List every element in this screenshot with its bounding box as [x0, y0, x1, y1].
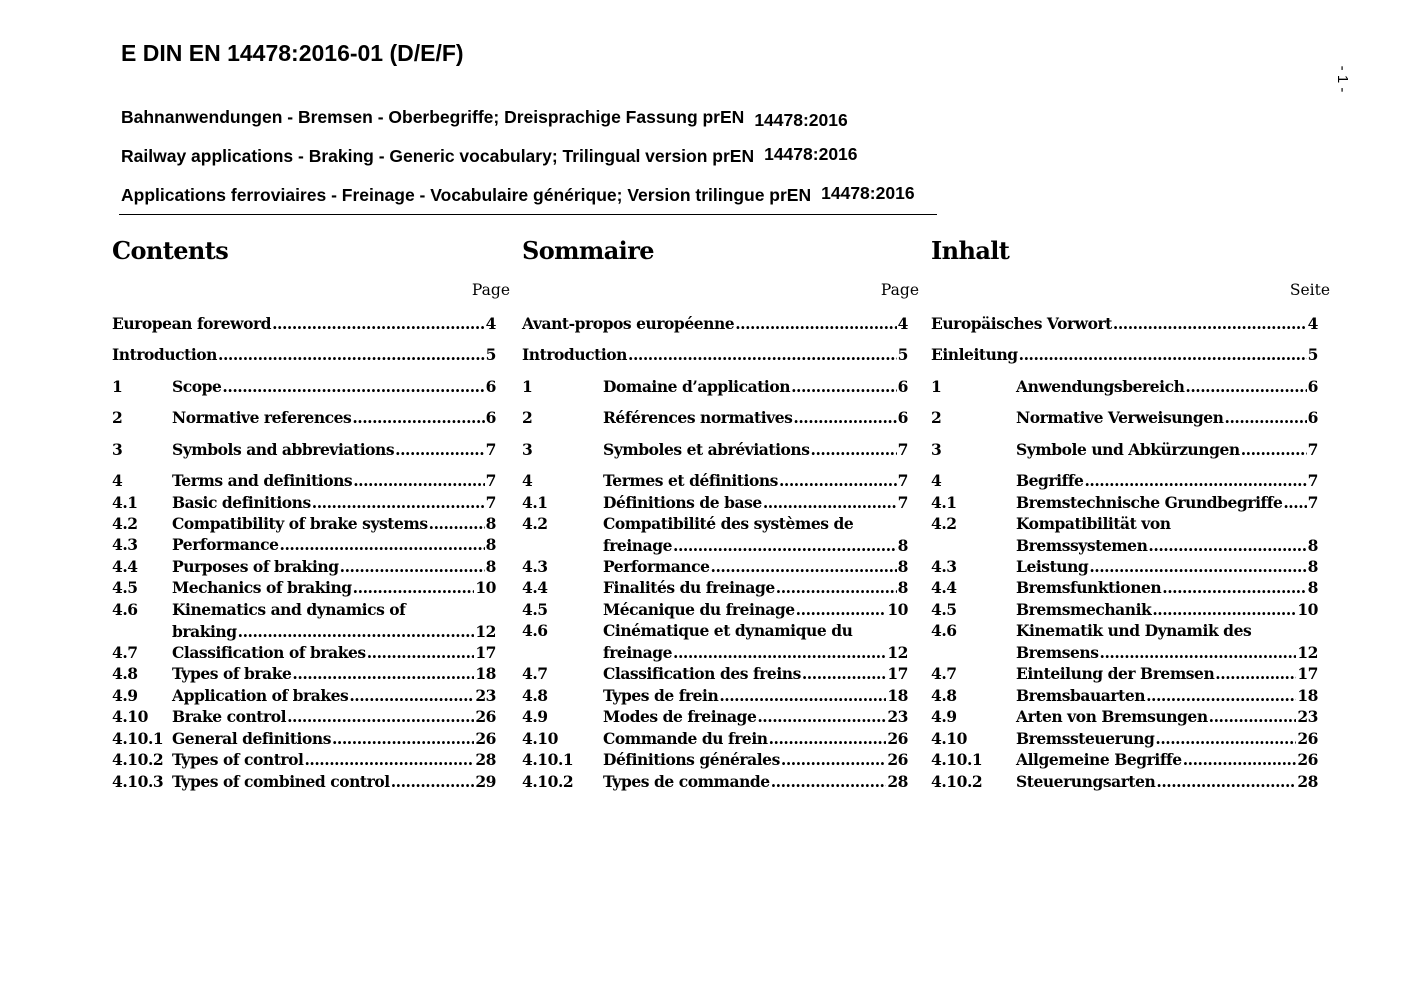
- entry-title: Types de commande: [603, 772, 770, 791]
- entry-title: Einleitung: [931, 345, 1018, 364]
- section-number: 4.3: [522, 557, 548, 576]
- entry-title: General definitions: [172, 729, 331, 748]
- page-reference: 7: [897, 440, 908, 459]
- section-number: 4.1: [112, 493, 138, 512]
- page-column-label: Page: [880, 281, 919, 299]
- toc-entry[interactable]: [931, 439, 1318, 461]
- entry-title-line: Kompatibilität von: [1016, 514, 1171, 533]
- section-number: 4.7: [931, 664, 957, 683]
- section-number: 4.1: [931, 493, 957, 512]
- entry-title: Basic definitions: [172, 493, 311, 512]
- toc-entry[interactable]: [112, 376, 496, 398]
- entry-title: Symbols and abbreviations: [172, 440, 395, 459]
- section-number: 3: [931, 440, 942, 459]
- toc-entry[interactable]: [931, 577, 1318, 599]
- toc-entry[interactable]: [112, 344, 496, 366]
- page-reference: 4: [1307, 314, 1318, 333]
- entry-title: Bremsbauarten: [1016, 686, 1146, 705]
- dot-leader: [1155, 728, 1296, 750]
- entry-title: Normative Verweisungen: [1016, 408, 1224, 427]
- entry-title: Purposes of braking: [172, 557, 339, 576]
- dot-leader: [771, 771, 887, 793]
- section-number: 4.3: [112, 535, 138, 554]
- dot-leader: [1100, 642, 1297, 664]
- toc-entry[interactable]: [931, 771, 1318, 793]
- dot-leader: [757, 706, 886, 728]
- dot-leader: [238, 621, 475, 643]
- toc-entry[interactable]: [522, 771, 908, 793]
- dot-leader: [673, 535, 897, 557]
- entry-title: Allgemeine Begriffe: [1016, 750, 1182, 769]
- page-reference: 6: [897, 408, 908, 427]
- section-number: 1: [931, 377, 942, 396]
- page-reference: 26: [1297, 729, 1318, 748]
- entry-title: Europäisches Vorwort: [931, 314, 1112, 333]
- section-number: 4.3: [931, 557, 957, 576]
- dot-leader: [218, 344, 485, 366]
- section-number: 4.10.1: [112, 729, 164, 748]
- entry-title-line: Cinématique et dynamique du: [603, 621, 853, 640]
- toc-entry[interactable]: [112, 771, 496, 793]
- section-number: 4: [112, 471, 123, 490]
- page-reference: 10: [475, 578, 496, 597]
- page-reference: 8: [897, 535, 908, 555]
- dot-leader: [1183, 749, 1297, 771]
- section-number: 4.1: [522, 493, 548, 512]
- entry-title: Performance: [603, 557, 710, 576]
- page-column-label: Seite: [1289, 281, 1330, 299]
- dot-leader: [353, 577, 475, 599]
- page-reference: 7: [1307, 471, 1318, 490]
- page-number: - 1 -: [1334, 65, 1351, 93]
- toc-entry[interactable]: [931, 407, 1318, 429]
- page-reference: 7: [1307, 440, 1318, 459]
- section-number: 3: [112, 440, 123, 459]
- entry-title: Bremsens: [1016, 642, 1099, 662]
- page-reference: 26: [475, 729, 496, 748]
- section-number: 4.6: [112, 600, 138, 619]
- entry-title: Leistung: [1016, 557, 1089, 576]
- entry-title: Domaine d’application: [603, 377, 791, 396]
- toc-entry[interactable]: [931, 749, 1318, 771]
- toc-entry[interactable]: [522, 599, 908, 621]
- dot-leader: [719, 685, 886, 707]
- entry-title: Begriffe: [1016, 471, 1084, 490]
- dot-leader: [1225, 407, 1307, 429]
- page-reference: 26: [887, 750, 908, 769]
- dot-leader: [791, 376, 897, 398]
- toc-entry[interactable]: [931, 620, 1318, 663]
- toc-entry[interactable]: [112, 470, 496, 492]
- dot-leader: [1241, 439, 1307, 461]
- entry-title: Brake control: [172, 707, 287, 726]
- toc-entry[interactable]: [522, 556, 908, 578]
- toc-entry[interactable]: [112, 513, 496, 535]
- dot-leader: [349, 685, 474, 707]
- entry-title: Arten von Bremsungen: [1016, 707, 1208, 726]
- toc-entry[interactable]: [931, 728, 1318, 750]
- toc-entry[interactable]: [112, 534, 496, 556]
- entry-title: Mechanics of braking: [172, 578, 352, 597]
- section-number: 1: [112, 377, 123, 396]
- section-number: 4.9: [522, 707, 548, 726]
- toc-entry[interactable]: [522, 513, 908, 556]
- dot-leader: [352, 407, 484, 429]
- dot-leader: [287, 706, 474, 728]
- page-reference: 12: [1297, 642, 1318, 662]
- section-number: 2: [522, 408, 533, 427]
- entry-title: European foreword: [112, 314, 272, 333]
- page-reference: 29: [475, 772, 496, 791]
- dot-leader: [628, 344, 897, 366]
- section-number: 4.8: [522, 686, 548, 705]
- dot-leader: [1209, 706, 1297, 728]
- toc-entry[interactable]: [931, 492, 1318, 514]
- dot-leader: [1185, 376, 1306, 398]
- page-reference: 8: [1307, 535, 1318, 555]
- section-number: 2: [112, 408, 123, 427]
- toc-entry[interactable]: [112, 599, 496, 642]
- page-reference: 7: [897, 493, 908, 512]
- dot-leader: [429, 513, 485, 535]
- page-reference: 10: [887, 600, 908, 619]
- subtitle-french: [121, 185, 915, 206]
- entry-title-line: Compatibilité des systèmes de: [603, 514, 854, 533]
- page-reference: 6: [485, 408, 496, 427]
- dot-leader: [222, 376, 484, 398]
- entry-title: Définitions de base: [603, 493, 762, 512]
- dot-leader: [769, 728, 887, 750]
- toc-entry[interactable]: [112, 407, 496, 429]
- header-divider: [119, 214, 937, 215]
- dot-leader: [1019, 344, 1307, 366]
- toc-entry[interactable]: [931, 685, 1318, 707]
- page-reference: 28: [475, 750, 496, 769]
- subtitle-german: [121, 107, 848, 128]
- page-reference: 6: [485, 377, 496, 396]
- entry-title: Application of brakes: [172, 686, 349, 705]
- page-reference: 7: [485, 440, 496, 459]
- section-number: 4: [522, 471, 533, 490]
- dot-leader: [1089, 556, 1306, 578]
- entry-title: Types de frein: [603, 686, 719, 705]
- page-reference: 8: [485, 557, 496, 576]
- toc-entry[interactable]: [931, 470, 1318, 492]
- entry-title: Termes et définitions: [603, 471, 778, 490]
- section-number: 4.6: [931, 621, 957, 640]
- entry-title: Normative references: [172, 408, 352, 427]
- toc-entry[interactable]: [931, 556, 1318, 578]
- section-number: 4.7: [112, 643, 138, 662]
- toc-entry[interactable]: [112, 313, 496, 335]
- section-number: 4.10.2: [522, 772, 574, 791]
- toc-entry[interactable]: [522, 728, 908, 750]
- entry-title: Bremssteuerung: [1016, 729, 1155, 748]
- dot-leader: [1113, 313, 1307, 335]
- toc-entry[interactable]: [522, 492, 908, 514]
- entry-title: Steuerungsarten: [1016, 772, 1156, 791]
- entry-title: freinage: [603, 642, 672, 662]
- entry-title: Bremstechnische Grundbegriffe: [1016, 493, 1283, 512]
- toc-entry[interactable]: [112, 642, 496, 664]
- toc-entry[interactable]: [112, 439, 496, 461]
- subtitle-number: 14478:2016: [764, 144, 858, 164]
- toc-entry[interactable]: [931, 513, 1318, 556]
- section-number: 4.8: [931, 686, 957, 705]
- section-number: 4.5: [931, 600, 957, 619]
- subtitle-text: Bahnanwendungen - Bremsen - Oberbegriffe; Dreisprachige Fassung prEN: [121, 107, 745, 127]
- page-column-label: Page: [471, 281, 510, 299]
- section-number: 4.10.2: [112, 750, 164, 769]
- section-number: 4.10.3: [112, 772, 164, 791]
- dot-leader: [304, 749, 474, 771]
- entry-title: Mécanique du freinage: [603, 600, 795, 619]
- dot-leader: [1162, 577, 1306, 599]
- section-number: 4.4: [522, 578, 548, 597]
- page-reference: 28: [887, 772, 908, 791]
- toc-entry[interactable]: [522, 407, 908, 429]
- entry-title: Symbole und Abkürzungen: [1016, 440, 1240, 459]
- subtitle-text: Applications ferroviaires - Freinage - Vocabulaire générique; Version trilingue prEN: [121, 185, 812, 205]
- entry-title: Bremssystemen: [1016, 535, 1148, 555]
- section-number: 4.6: [522, 621, 548, 640]
- dot-leader: [793, 407, 896, 429]
- page-reference: 4: [897, 314, 908, 333]
- toc-entry[interactable]: [931, 663, 1318, 685]
- dot-leader: [796, 599, 887, 621]
- page-reference: 12: [887, 642, 908, 662]
- dot-leader: [673, 642, 886, 664]
- entry-title: Introduction: [522, 345, 627, 364]
- toc-entry[interactable]: [522, 313, 908, 335]
- dot-leader: [1152, 599, 1296, 621]
- entry-title: Types of control: [172, 750, 304, 769]
- section-number: 4.10.2: [931, 772, 983, 791]
- entry-title: Symboles et abréviations: [603, 440, 810, 459]
- dot-leader: [1084, 470, 1306, 492]
- entry-title: Types of combined control: [172, 772, 390, 791]
- toc-entry[interactable]: [112, 492, 496, 514]
- entry-title: Types of brake: [172, 664, 292, 683]
- entry-title: Introduction: [112, 345, 217, 364]
- page-reference: 6: [897, 377, 908, 396]
- page-reference: 5: [485, 345, 496, 364]
- toc-entry[interactable]: [931, 313, 1318, 335]
- entry-title: Finalités du freinage: [603, 578, 775, 597]
- entry-title: Définitions générales: [603, 750, 780, 769]
- dot-leader: [1156, 771, 1296, 793]
- section-number: 4.10.1: [931, 750, 983, 769]
- toc-entry[interactable]: [931, 376, 1318, 398]
- page-reference: 8: [1307, 578, 1318, 597]
- column-heading: Sommaire: [522, 236, 654, 265]
- toc-entry[interactable]: [522, 344, 908, 366]
- subtitle-english: [121, 146, 858, 167]
- page-reference: 18: [1297, 686, 1318, 705]
- dot-leader: [811, 439, 897, 461]
- dot-leader: [353, 470, 484, 492]
- section-number: 4.4: [112, 557, 138, 576]
- toc-entry[interactable]: [522, 577, 908, 599]
- entry-title: Classification des freins: [603, 664, 801, 683]
- section-number: 2: [931, 408, 942, 427]
- entry-title: Avant-propos européenne: [522, 314, 735, 333]
- page-reference: 23: [1297, 707, 1318, 726]
- dot-leader: [391, 771, 475, 793]
- entry-title: Références normatives: [603, 408, 793, 427]
- section-number: 4.7: [522, 664, 548, 683]
- section-number: 4.2: [931, 514, 957, 533]
- entry-title: freinage: [603, 535, 672, 555]
- entry-title: Compatibility of brake systems: [172, 514, 428, 533]
- toc-entry[interactable]: [522, 749, 908, 771]
- page-reference: 7: [485, 493, 496, 512]
- dot-leader: [781, 749, 886, 771]
- page-reference: 7: [485, 471, 496, 490]
- section-number: 4.4: [931, 578, 957, 597]
- subtitle-number: 14478:2016: [821, 183, 915, 203]
- dot-leader: [711, 556, 897, 578]
- dot-leader: [776, 577, 897, 599]
- section-number: 4.9: [931, 707, 957, 726]
- toc-entry[interactable]: [522, 470, 908, 492]
- toc-entry[interactable]: [112, 556, 496, 578]
- toc-entry[interactable]: [522, 620, 908, 663]
- toc-entry[interactable]: [112, 663, 496, 685]
- toc-entry[interactable]: [112, 685, 496, 707]
- section-number: 4.2: [522, 514, 548, 533]
- page-reference: 18: [475, 664, 496, 683]
- page-reference: 23: [475, 686, 496, 705]
- toc-entry[interactable]: [522, 685, 908, 707]
- entry-title: braking: [172, 621, 237, 641]
- entry-title: Performance: [172, 535, 279, 554]
- page-reference: 4: [485, 314, 496, 333]
- page-reference: 7: [897, 471, 908, 490]
- dot-leader: [312, 492, 485, 514]
- dot-leader: [1283, 492, 1306, 514]
- page-reference: 6: [1307, 408, 1318, 427]
- toc-entry[interactable]: [931, 599, 1318, 621]
- dot-leader: [763, 492, 897, 514]
- document-title: E DIN EN 14478:2016-01 (D/E/F): [121, 40, 464, 66]
- page-reference: 23: [887, 707, 908, 726]
- page-reference: 17: [887, 664, 908, 683]
- section-number: 4.9: [112, 686, 138, 705]
- entry-title: Terms and definitions: [172, 471, 353, 490]
- section-number: 3: [522, 440, 533, 459]
- entry-title: Einteilung der Bremsen: [1016, 664, 1215, 683]
- toc-entry[interactable]: [112, 577, 496, 599]
- page-reference: 5: [1307, 345, 1318, 364]
- entry-title: Anwendungsbereich: [1016, 377, 1185, 396]
- dot-leader: [280, 534, 485, 556]
- section-number: 4.10: [112, 707, 148, 726]
- page-reference: 5: [897, 345, 908, 364]
- entry-title: Classification of brakes: [172, 643, 366, 662]
- section-number: 4.10: [931, 729, 967, 748]
- dot-leader: [779, 470, 897, 492]
- entry-title: Modes de freinage: [603, 707, 757, 726]
- toc-entry[interactable]: [112, 706, 496, 728]
- dot-leader: [802, 663, 886, 685]
- entry-title-line: Kinematics and dynamics of: [172, 600, 406, 619]
- page-reference: 8: [1307, 557, 1318, 576]
- toc-entry[interactable]: [522, 663, 908, 685]
- toc-entry[interactable]: [931, 344, 1318, 366]
- section-number: 4.10.1: [522, 750, 574, 769]
- page-reference: 17: [475, 643, 496, 662]
- dot-leader: [735, 313, 896, 335]
- page-reference: 6: [1307, 377, 1318, 396]
- dot-leader: [272, 313, 485, 335]
- section-number: 1: [522, 377, 533, 396]
- column-heading: Contents: [112, 236, 229, 265]
- page-reference: 26: [1297, 750, 1318, 769]
- entry-title: Scope: [172, 377, 222, 396]
- page-reference: 8: [485, 514, 496, 533]
- toc-entry[interactable]: [112, 749, 496, 771]
- page-reference: 28: [1297, 772, 1318, 791]
- dot-leader: [340, 556, 485, 578]
- toc-entry[interactable]: [522, 376, 908, 398]
- dot-leader: [1148, 535, 1306, 557]
- page-reference: 7: [1307, 493, 1318, 512]
- toc-entry[interactable]: [931, 706, 1318, 728]
- entry-title: Bremsfunktionen: [1016, 578, 1162, 597]
- page-reference: 8: [897, 557, 908, 576]
- page-reference: 12: [475, 621, 496, 641]
- entry-title-line: Kinematik und Dynamik des: [1016, 621, 1252, 640]
- toc-entry[interactable]: [112, 728, 496, 750]
- entry-title: Commande du frein: [603, 729, 768, 748]
- section-number: 4.5: [522, 600, 548, 619]
- dot-leader: [1215, 663, 1296, 685]
- page-reference: 26: [887, 729, 908, 748]
- toc-entry[interactable]: [522, 706, 908, 728]
- section-number: 4: [931, 471, 942, 490]
- dot-leader: [395, 439, 485, 461]
- section-number: 4.8: [112, 664, 138, 683]
- entry-title: Bremsmechanik: [1016, 600, 1152, 619]
- page-reference: 26: [475, 707, 496, 726]
- section-number: 4.5: [112, 578, 138, 597]
- dot-leader: [292, 663, 474, 685]
- page-reference: 8: [485, 535, 496, 554]
- dot-leader: [367, 642, 475, 664]
- subtitle-text: Railway applications - Braking - Generic vocabulary; Trilingual version prEN: [121, 146, 755, 166]
- page-reference: 18: [887, 686, 908, 705]
- dot-leader: [332, 728, 474, 750]
- page-reference: 10: [1297, 600, 1318, 619]
- section-number: 4.10: [522, 729, 558, 748]
- toc-entry[interactable]: [522, 439, 908, 461]
- dot-leader: [1146, 685, 1296, 707]
- page-reference: 17: [1297, 664, 1318, 683]
- page-reference: 8: [897, 578, 908, 597]
- section-number: 4.2: [112, 514, 138, 533]
- subtitle-number: 14478:2016: [754, 110, 848, 130]
- column-heading: Inhalt: [931, 236, 1010, 265]
